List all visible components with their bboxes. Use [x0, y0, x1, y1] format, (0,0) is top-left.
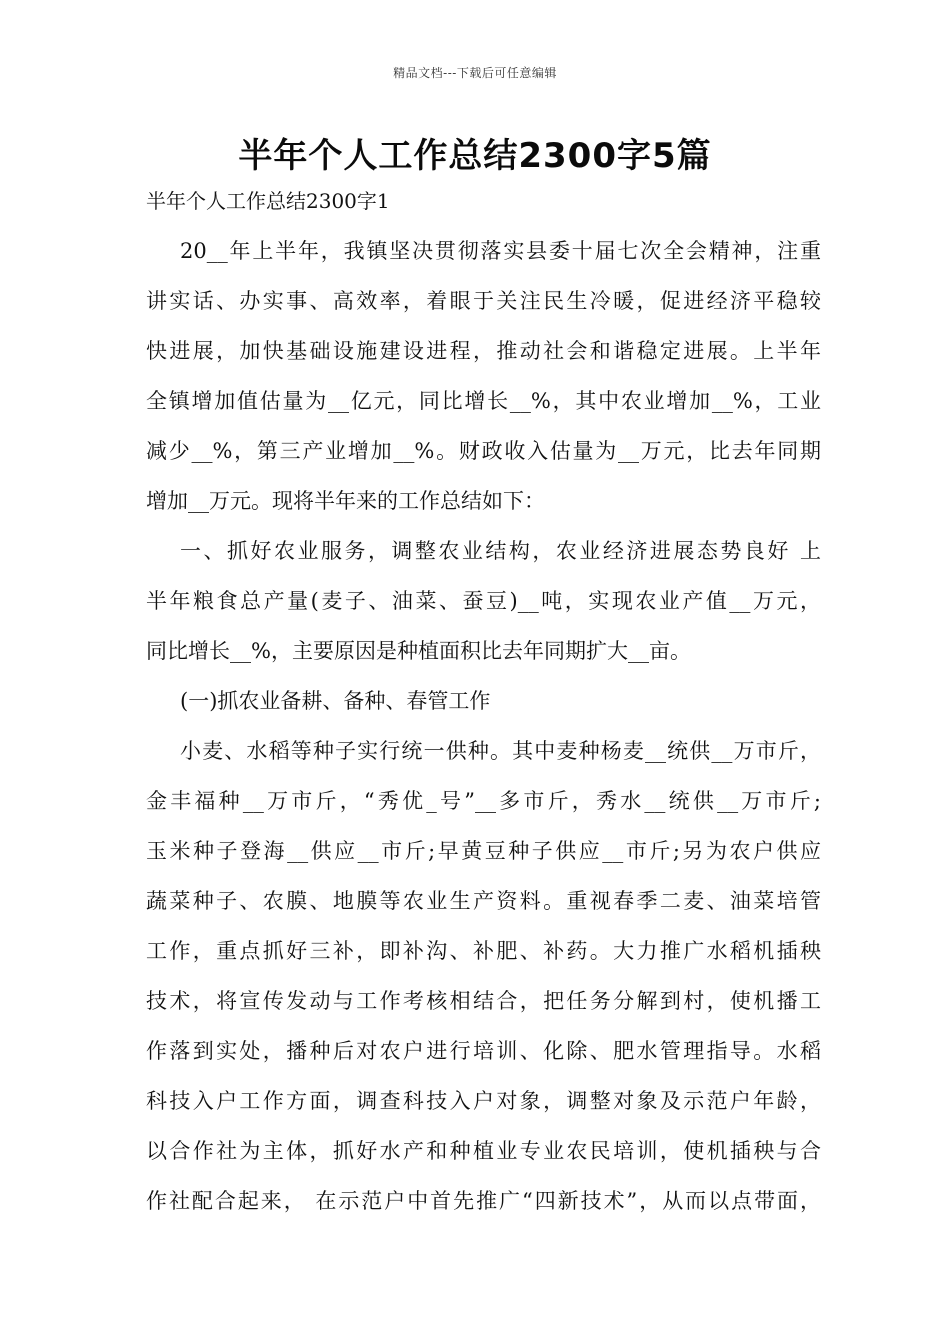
paragraph-line: 作社配合起来， 在示范户中首先推广“四新技术”，从而以点带面，	[146, 1189, 821, 1213]
document-title: 半年个人工作总结2300字5篇	[238, 136, 712, 176]
paragraph-line: 全镇增加值估量为__亿元，同比增长__%，其中农业增加__%，工业	[146, 389, 821, 413]
paragraph-line: 蔬菜种子、农膜、地膜等农业生产资料。重视春季二麦、油菜培管	[146, 889, 821, 913]
paragraph-line: 以合作社为主体，抓好水产和种植业专业农民培训，使机插秧与合	[146, 1139, 821, 1163]
paragraph-line: 金丰福种__万市斤，“秀优_号”__多市斤，秀水__统供__万市斤;	[146, 789, 821, 813]
paragraph-line: 20__年上半年，我镇坚决贯彻落实县委十届七次全会精神，注重	[180, 239, 821, 263]
paragraph-line: 减少__%，第三产业增加__%。财政收入估量为__万元，比去年同期	[146, 439, 821, 463]
paragraph-line: 同比增长__%，主要原因是种植面积比去年同期扩大__亩。	[146, 639, 691, 663]
paragraph-line: 科技入户工作方面，调查科技入户对象，调整对象及示范户年龄，	[146, 1089, 821, 1113]
paragraph-line: 增加__万元。现将半年来的工作总结如下：	[146, 489, 545, 513]
paragraph-line: 快进展，加快基础设施建设进程，推动社会和谐稳定进展。上半年	[146, 339, 821, 363]
header-note: 精品文档---下载后可任意编辑	[393, 66, 557, 80]
paragraph-line: 工作，重点抓好三补，即补沟、补肥、补药。大力推广水稻机插秧	[146, 939, 821, 963]
paragraph-line: 一、抓好农业服务，调整农业结构，农业经济进展态势良好 上	[180, 539, 821, 563]
document-body	[146, 185, 821, 1235]
paragraph-line: 作落到实处，播种后对农户进行培训、化除、肥水管理指导。水稻	[146, 1039, 821, 1063]
paragraph-line: 玉米种子登海__供应__市斤;早黄豆种子供应__市斤;另为农户供应	[146, 839, 821, 863]
paragraph-line: 讲实话、办实事、高效率，着眼于关注民生冷暖，促进经济平稳较	[146, 289, 821, 313]
section-heading: (一)抓农业备耕、备种、春管工作	[180, 689, 491, 713]
paragraph-line: 技术，将宣传发动与工作考核相结合，把任务分解到村，使机播工	[146, 989, 821, 1013]
section-subtitle: 半年个人工作总结2300字1	[146, 189, 390, 213]
paragraph-line: 半年粮食总产量(麦子、油菜、蚕豆)__吨，实现农业产值__万元，	[146, 589, 821, 613]
paragraph-line: 小麦、水稻等种子实行统一供种。其中麦种杨麦__统供__万市斤，	[180, 739, 821, 763]
